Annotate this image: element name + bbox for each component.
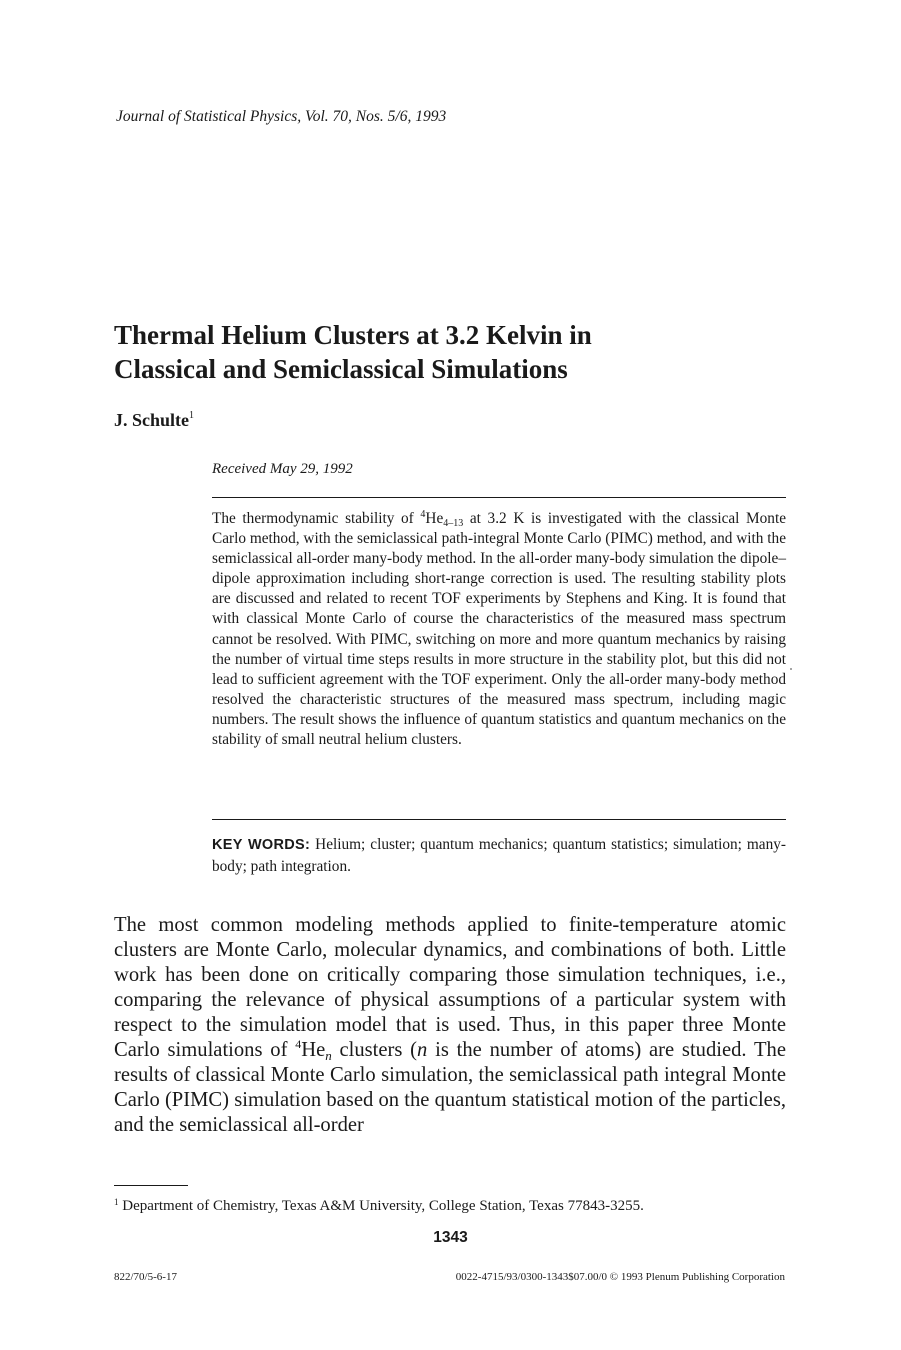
footer-left-code: 822/70/5-6-17 <box>114 1271 177 1283</box>
abstract-top-rule <box>212 497 786 498</box>
abstract-isotope-sup: 4 <box>420 509 426 520</box>
body-text-2: clusters ( <box>331 1039 418 1061</box>
abstract-text-1: The thermodynamic stability of <box>212 510 421 527</box>
body-isotope-sup: 4 <box>295 1037 302 1051</box>
author <box>114 410 194 431</box>
page-number: 1343 <box>433 1229 468 1246</box>
received-date: Received May 29, 1992 <box>212 461 353 477</box>
body-paragraph <box>114 913 786 1138</box>
abstract-text-2: at 3.2 K is investigated with the classical Monte Carlo method, with the semiclassical path-integral Monte Carlo (PIMC) method, and with the semiclassical all-order many-body method. In the all-order many-body simulation the dipole–dipole approximation including short-range correction is used. The resulting stability plots are discussed and related to recent TOF experiments by Stephens and King. It is found that with classical Monte Carlo of course the characteristics of the measured mass spectrum cannot be resolved. With PIMC, switching on more and more quantum mechanics by raising the number of virtual time steps results in more structure in the stability plot, but this did not lead to sufficient agreement with the TOF experiment. Only the all-order many-body method resolved the characteristic structures of the measured mass spectrum, including magic numbers. The result shows the influence of quantum statistics and quantum mechanics on the stability of small neutral helium clusters. <box>212 510 786 749</box>
footer-copyright: 0022-4715/93/0300-1343$07.00/0 © 1993 Plenum Publishing Corporation <box>455 1271 785 1283</box>
keywords-text: Helium; cluster; quantum mechanics; quantum statistics; simulation; many-body; path integration. <box>212 836 786 875</box>
title-line-2: Classical and Semiclassical Simulations <box>114 354 568 384</box>
title-line-1: Thermal Helium Clusters at 3.2 Kelvin in <box>114 320 592 350</box>
body-text-1: The most common modeling methods applied to finite-temperature atomic clusters are Monte Carlo, molecular dynamics, and combinations of both. Little work has been done on critically comparing those simulation techniques, i.e., comparing the relevance of physical assumptions of a particular system with respect to the simulation model that is used. Thus, in this paper three Monte Carlo simulations of <box>114 914 786 1061</box>
keywords-label: KEY WORDS: <box>212 837 311 853</box>
body-text-3: is the number of atoms) are studied. The results of classical Monte Carlo simulation, the semiclassical path integral Monte Carlo (PIMC) simulation based on the quantum statistical motion of the particles, and the semiclassical all-order <box>114 1039 786 1136</box>
body-n-sub: n <box>325 1048 332 1063</box>
abstract-bottom-rule <box>212 819 786 820</box>
abstract-element: He <box>425 510 444 527</box>
author-name: J. Schulte <box>114 410 190 430</box>
paper-title <box>114 318 754 386</box>
journal-header: Journal of Statistical Physics, Vol. 70, Nos. 5/6, 1993 <box>116 108 447 125</box>
abstract-range-sub: 4–13 <box>443 518 464 529</box>
scan-speck <box>790 668 792 670</box>
footnote-mark: 1 <box>114 1197 119 1207</box>
body-element: He <box>301 1039 326 1061</box>
affiliation-mark: 1 <box>189 410 195 421</box>
keywords <box>212 834 786 877</box>
footnote <box>114 1197 644 1215</box>
footnote-rule <box>114 1185 188 1186</box>
abstract <box>212 509 786 750</box>
footnote-text: Department of Chemistry, Texas A&M University, College Station, Texas 77843-3255. <box>118 1198 644 1214</box>
body-n-italic: n <box>417 1039 428 1061</box>
